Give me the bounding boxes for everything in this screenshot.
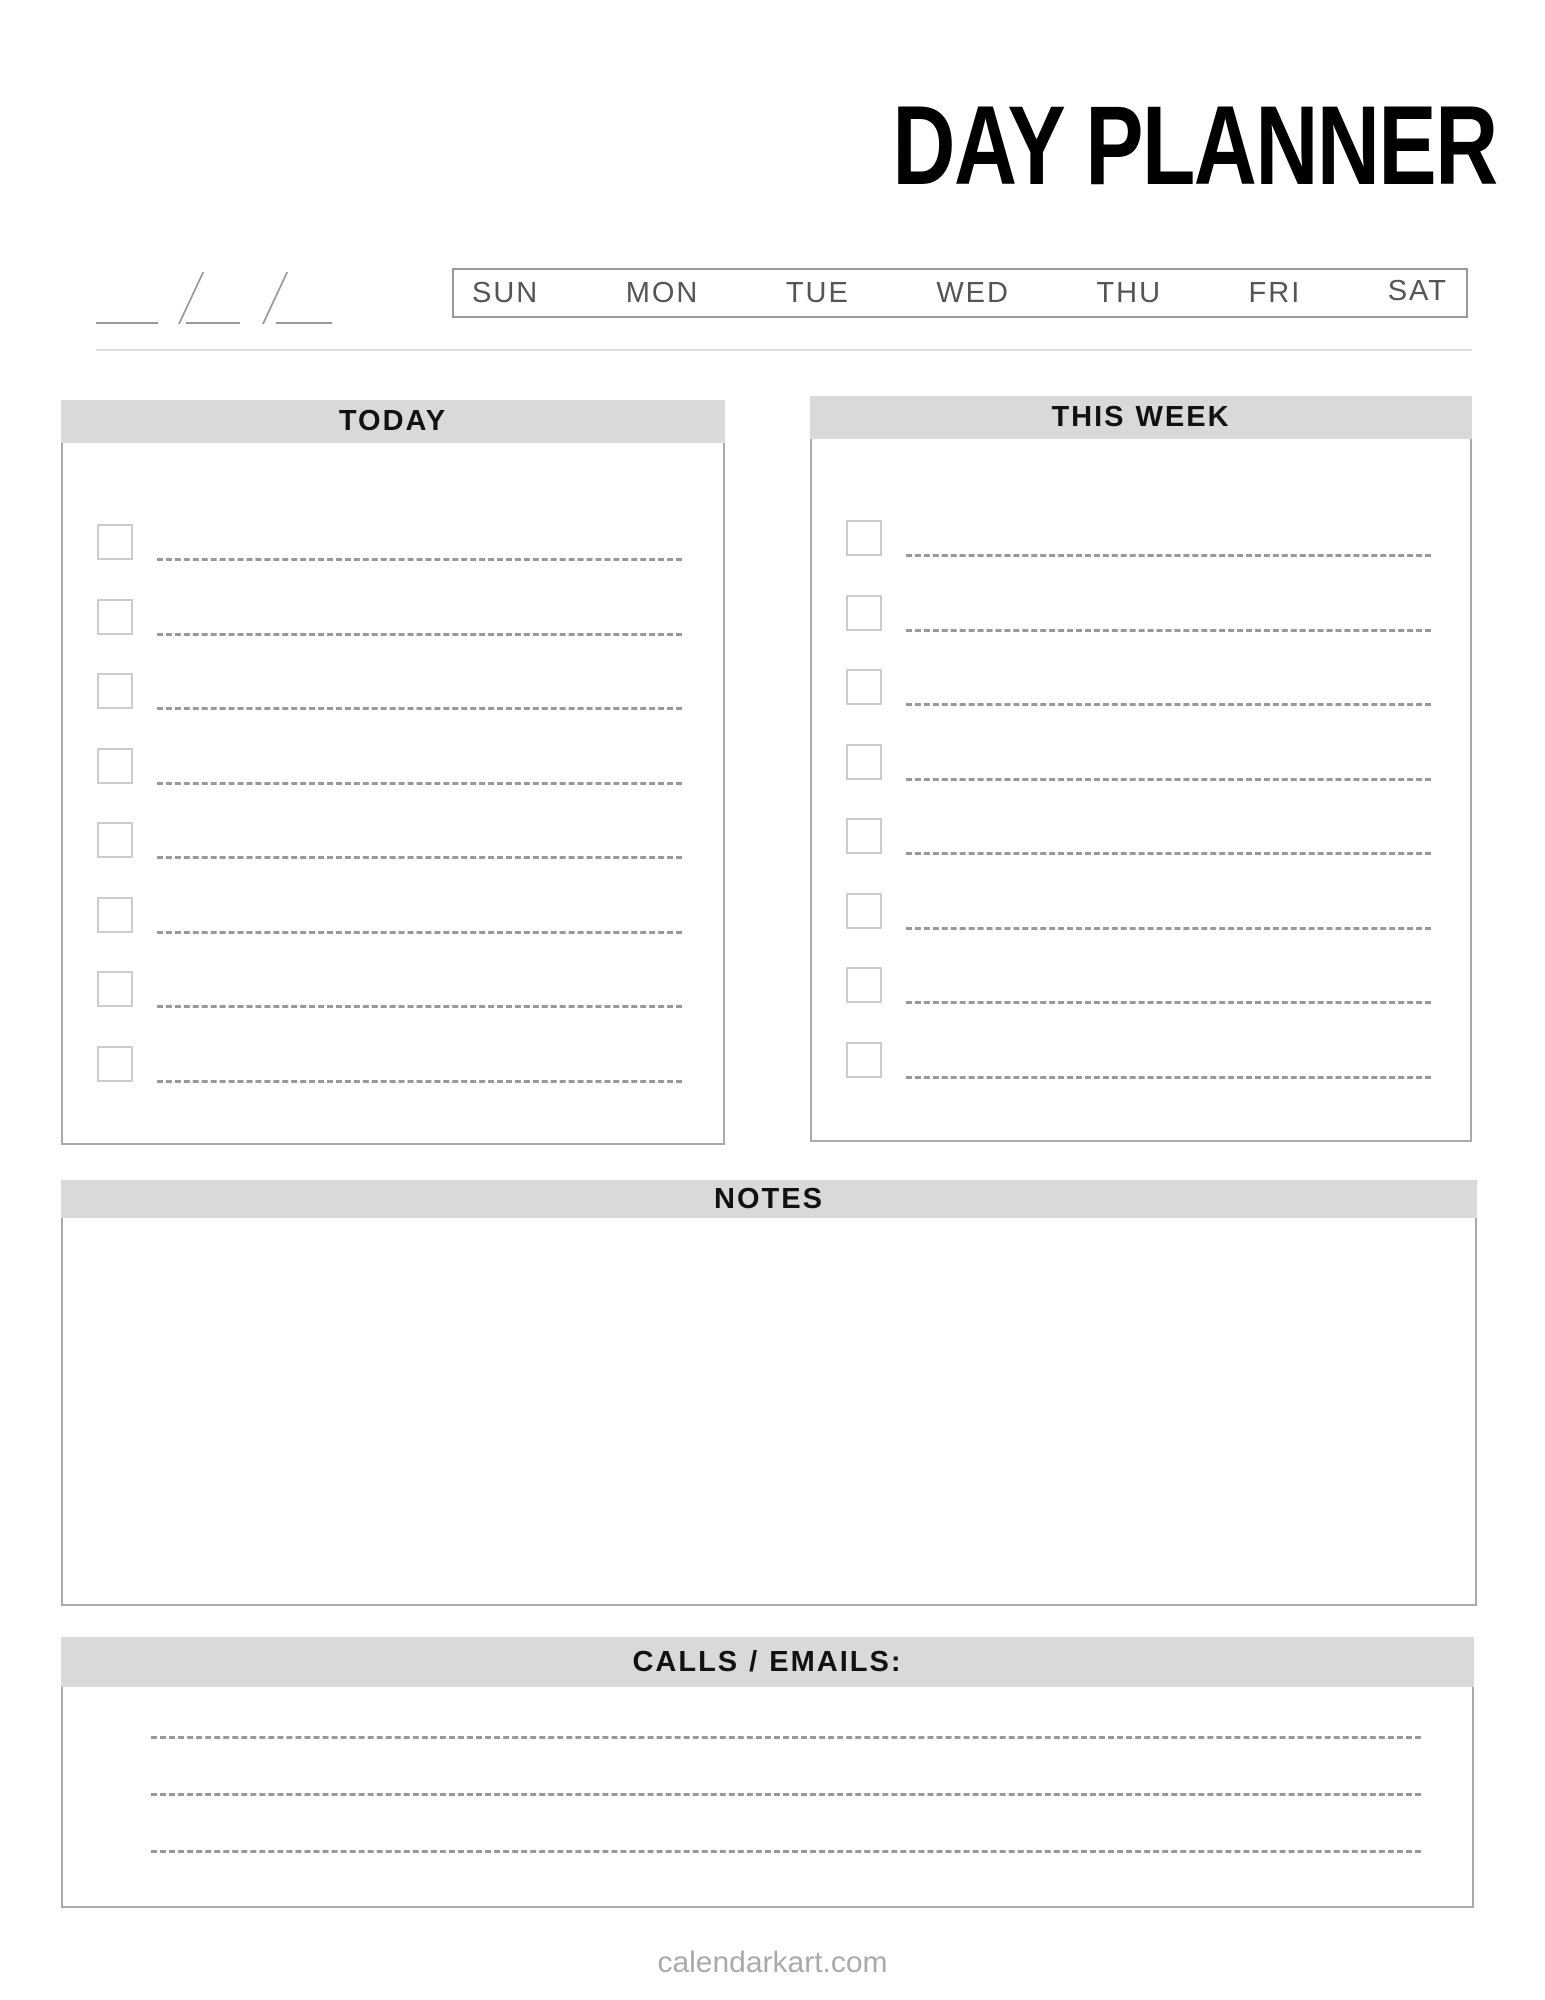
day-wed[interactable]: WED: [936, 276, 1010, 309]
task-line[interactable]: [906, 1001, 1431, 1004]
task-row: [97, 748, 697, 788]
task-line[interactable]: [157, 707, 682, 710]
task-line[interactable]: [906, 554, 1431, 557]
task-line[interactable]: [906, 629, 1431, 632]
task-line[interactable]: [906, 1076, 1431, 1079]
task-checkbox[interactable]: [97, 971, 133, 1007]
task-row: [846, 1042, 1446, 1082]
calls-line[interactable]: [151, 1736, 1421, 1739]
day-sun[interactable]: SUN: [472, 276, 540, 309]
task-line[interactable]: [906, 852, 1431, 855]
task-row: [97, 524, 697, 564]
divider: [96, 349, 1472, 351]
day-sat[interactable]: SAT: [1387, 274, 1448, 307]
calls-line[interactable]: [151, 1850, 1421, 1853]
task-row: [97, 971, 697, 1011]
today-heading: TODAY: [61, 400, 725, 443]
calls-line[interactable]: [151, 1793, 1421, 1796]
task-line[interactable]: [906, 778, 1431, 781]
date-field[interactable]: [96, 268, 336, 324]
task-checkbox[interactable]: [846, 893, 882, 929]
task-checkbox[interactable]: [97, 599, 133, 635]
task-checkbox[interactable]: [97, 1046, 133, 1082]
calls-heading: CALLS / EMAILS:: [61, 1637, 1474, 1687]
task-row: [846, 893, 1446, 933]
task-line[interactable]: [157, 1080, 682, 1083]
calls-panel: [61, 1637, 1474, 1908]
task-row: [97, 673, 697, 713]
today-panel: [61, 400, 725, 1145]
this-week-heading: THIS WEEK: [810, 396, 1472, 439]
page-title: DAY PLANNER: [892, 83, 1497, 208]
task-checkbox[interactable]: [97, 524, 133, 560]
task-checkbox[interactable]: [97, 822, 133, 858]
task-line[interactable]: [906, 703, 1431, 706]
task-checkbox[interactable]: [846, 520, 882, 556]
task-line[interactable]: [157, 1005, 682, 1008]
task-line[interactable]: [157, 782, 682, 785]
task-checkbox[interactable]: [97, 897, 133, 933]
task-row: [846, 967, 1446, 1007]
notes-heading: NOTES: [61, 1180, 1477, 1218]
task-line[interactable]: [906, 927, 1431, 930]
notes-panel: [61, 1180, 1477, 1606]
task-row: [97, 1046, 697, 1086]
task-row: [846, 744, 1446, 784]
task-line[interactable]: [157, 931, 682, 934]
this-week-panel: [810, 396, 1472, 1142]
task-row: [846, 520, 1446, 560]
task-row: [97, 897, 697, 937]
task-row: [97, 822, 697, 862]
footer-watermark: calendarkart.com: [657, 1946, 888, 1979]
task-checkbox[interactable]: [97, 673, 133, 709]
task-checkbox[interactable]: [846, 1042, 882, 1078]
weekday-selector: [452, 268, 1468, 318]
task-checkbox[interactable]: [846, 818, 882, 854]
task-row: [97, 599, 697, 639]
task-checkbox[interactable]: [846, 595, 882, 631]
task-row: [846, 595, 1446, 635]
day-mon[interactable]: MON: [625, 276, 700, 309]
task-line[interactable]: [157, 558, 682, 561]
day-thu[interactable]: THU: [1096, 276, 1163, 309]
task-checkbox[interactable]: [846, 967, 882, 1003]
notes-area[interactable]: [63, 1220, 1475, 1604]
task-row: [846, 669, 1446, 709]
task-line[interactable]: [157, 856, 682, 859]
day-fri[interactable]: FRI: [1248, 276, 1302, 309]
day-tue[interactable]: TUE: [785, 276, 850, 309]
task-line[interactable]: [157, 633, 682, 636]
task-checkbox[interactable]: [97, 748, 133, 784]
task-checkbox[interactable]: [846, 744, 882, 780]
task-checkbox[interactable]: [846, 669, 882, 705]
task-row: [846, 818, 1446, 858]
